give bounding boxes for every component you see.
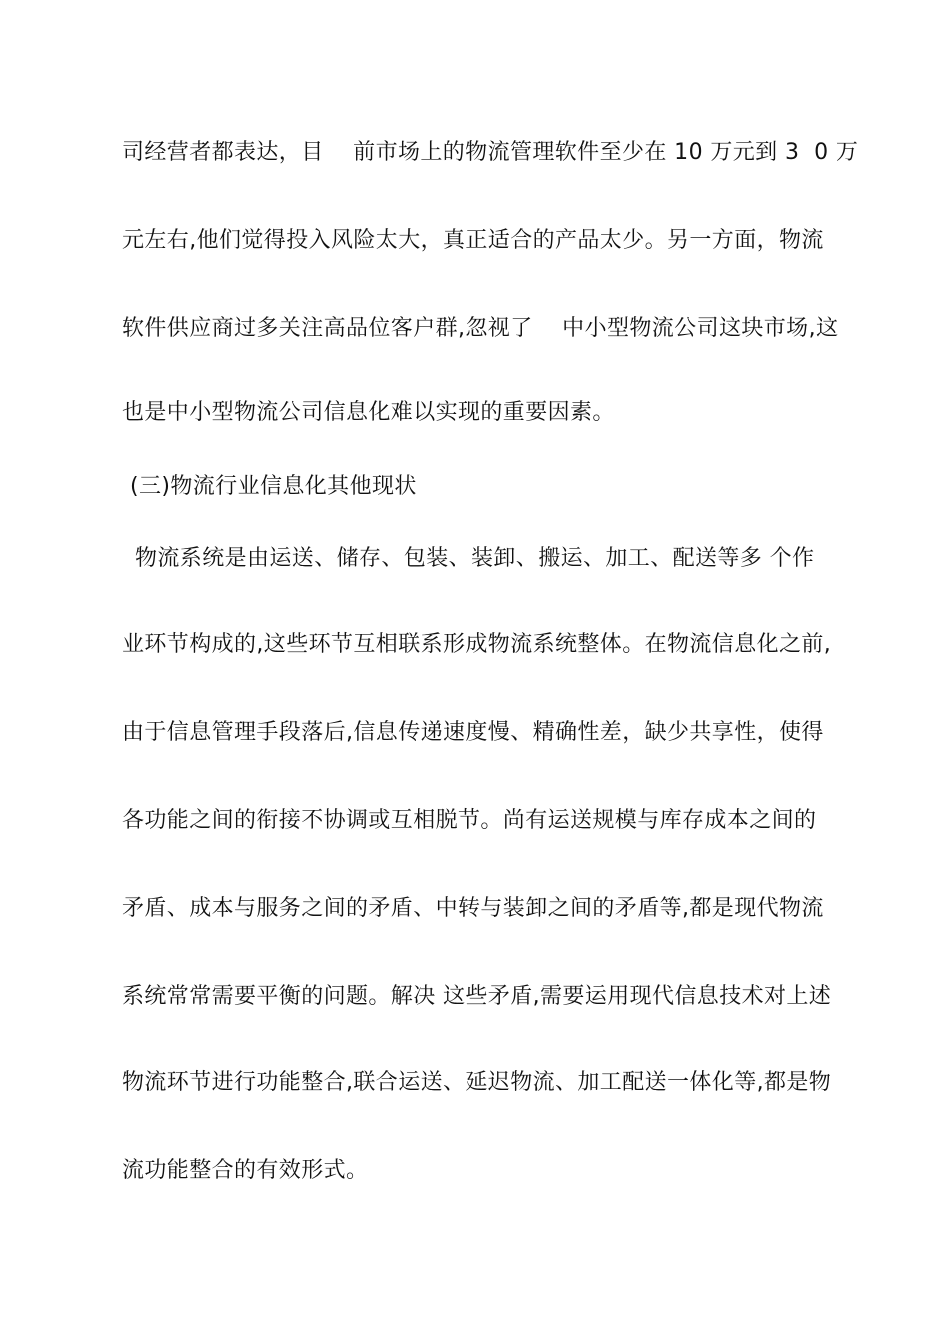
paragraph2-line-1: 物流系统是由运送、储存、包装、装卸、搬运、加工、配送等多 个作	[135, 546, 815, 571]
paragraph1-line-2: 元左右,他们觉得投入风险太大，真正适合的产品太少。另一方面，物流	[122, 228, 824, 253]
paragraph2-line-3: 由于信息管理手段落后,信息传递速度慢、精确性差，缺少共享性，使得	[122, 720, 824, 745]
paragraph2-line-2: 业环节构成的,这些环节互相联系形成物流系统整体。在物流信息化之前,	[122, 632, 832, 657]
paragraph1-line-4: 也是中小型物流公司信息化难以实现的重要因素。	[122, 400, 615, 425]
paragraph2-line-8: 流功能整合的有效形式。	[122, 1158, 369, 1183]
paragraph2-line-5: 矛盾、成本与服务之间的矛盾、中转与装卸之间的矛盾等,都是现代物流	[122, 896, 824, 921]
paragraph2-line-7: 物流环节进行功能整合,联合运送、延迟物流、加工配送一体化等,都是物	[122, 1070, 832, 1095]
paragraph1-line-3: 软件供应商过多关注高品位客户群,忽视了 中小型物流公司这块市场,这	[122, 316, 839, 341]
section-heading: (三)物流行业信息化其他现状	[130, 474, 417, 499]
paragraph1-line-1: 司经营者都表达，目 前市场上的物流管理软件至少在 10 万元到 3 0 万	[122, 140, 859, 165]
paragraph2-line-6: 系统常常需要平衡的问题。解决 这些矛盾,需要运用现代信息技术对上述	[122, 984, 832, 1009]
paragraph2-line-4: 各功能之间的衔接不协调或互相脱节。尚有运送规模与库存成本之间的	[122, 808, 817, 833]
